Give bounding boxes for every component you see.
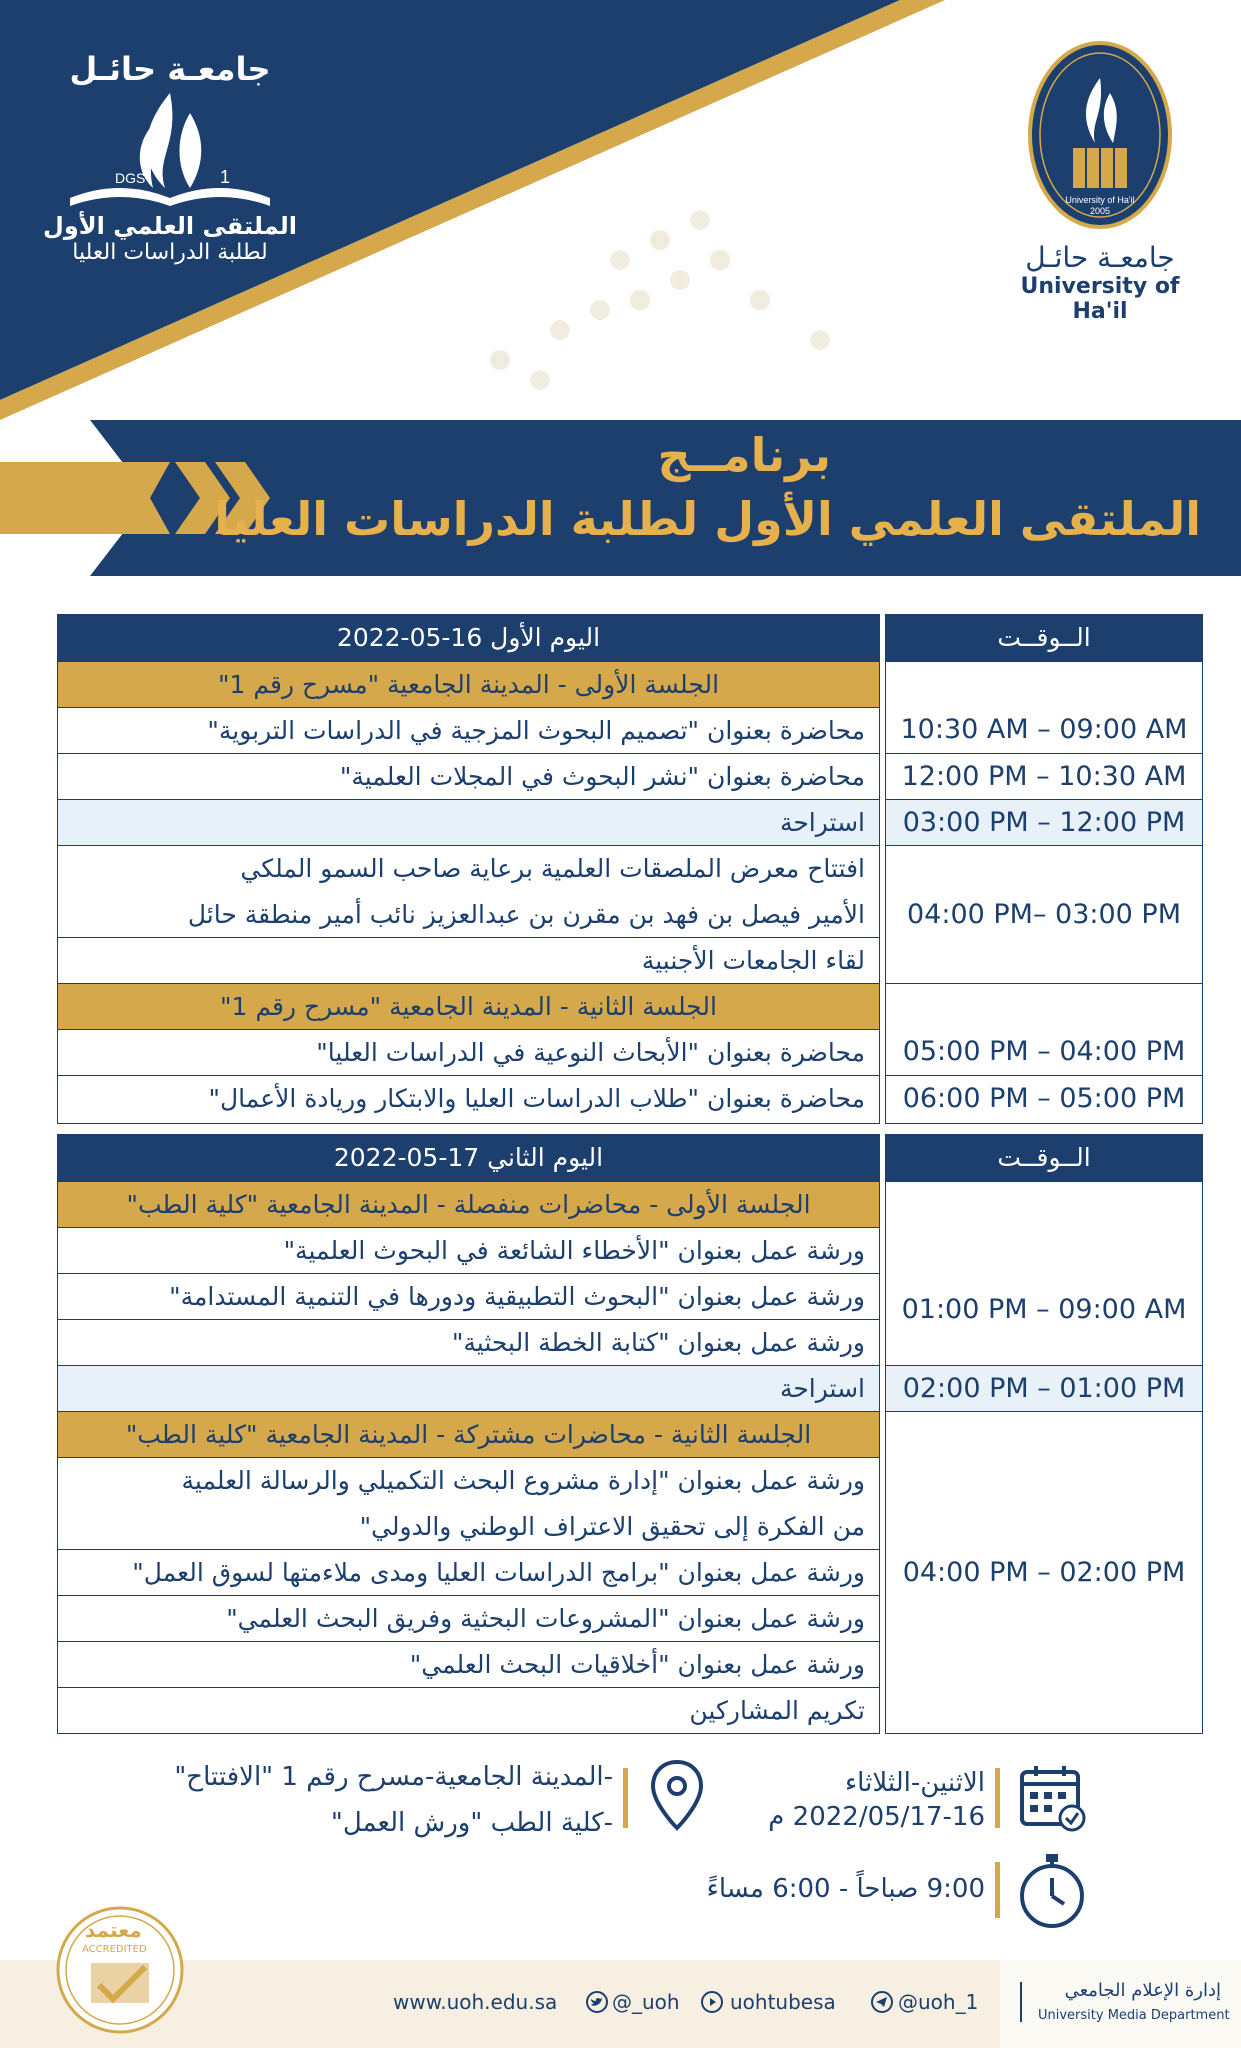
event-logo-line2: لطلبة الدراسات العليا [72,240,268,265]
day2-time: 02:00 PM – 01:00 PM [886,1365,1202,1411]
event-logo [40,30,300,265]
day1-row: محاضرة بعنوان "نشر البحوث في المجلات العلمية" [58,753,879,799]
day1-header: اليوم الأول 16-05-2022 [58,615,879,661]
divider [623,1768,628,1828]
event-logo-arc-text: جامعـة حائـل [69,50,271,88]
svg-text:DGS: DGS [115,170,146,186]
banner-title-event: الملتقى العلمي الأول لطلبة الدراسات العليا [214,492,1201,546]
day2-time: 04:00 PM – 02:00 PM [886,1411,1202,1733]
day1-row: محاضرة بعنوان "طلاب الدراسات العليا والابتكار وريادة الأعمال" [58,1075,879,1121]
footer-website[interactable]: www.uoh.edu.sa [393,1990,558,2014]
day2-time-table [885,1134,1203,1734]
day2-row: ورشة عمل بعنوان "كتابة الخطة البحثية" [58,1319,879,1365]
svg-text:1: 1 [220,167,231,187]
day1-time: 03:00 PM – 12:00 PM [886,799,1202,845]
day1-time-header: الــوقــت [886,615,1202,661]
university-logo [1000,38,1200,324]
day1-time: 06:00 PM – 05:00 PM [886,1075,1202,1121]
day2-sessions-table [57,1134,880,1734]
event-days: الاثنين-الثلاثاء [844,1768,985,1798]
svg-text:University of Ha'il: University of Ha'il [1065,195,1135,205]
day2-row: من الفكرة إلى تحقيق الاعتراف الوطني والدولي" [359,1511,865,1541]
university-seal-icon [1025,38,1175,233]
day2-time-header: الــوقــت [886,1135,1202,1181]
day1-row: الأمير فيصل بن فهد بن مقرن بن عبدالعزيز نائب أمير منطقة حائل [187,899,865,929]
event-hours: 9:00 صباحاً - 6:00 مساءً [706,1874,985,1904]
day1-row: محاضرة بعنوان "تصميم البحوث المزجية في الدراسات التربوية" [58,707,879,753]
flame-book-icon [65,88,275,208]
day2-header: اليوم الثاني 17-05-2022 [58,1135,879,1181]
day1-time: 05:00 PM – 04:00 PM [886,983,1202,1075]
day1-session2: الجلسة الثانية - المدينة الجامعية "مسرح رقم 1" [58,983,879,1029]
day2-time: 01:00 PM – 09:00 AM [886,1181,1202,1365]
footer-divider [1020,1982,1022,2022]
day1-break: استراحة [58,799,879,845]
calendar-icon [1016,1762,1088,1834]
day2-session2: الجلسة الثانية - محاضرات مشتركة - المدينة الجامعية "كلية الطب" [58,1411,879,1457]
day1-sessions-table [57,614,880,1124]
footer-dept-ar: إدارة الإعلام الجامعي [1064,1980,1221,2001]
day1-row: افتتاح معرض الملصقات العلمية برعاية صاحب السمو الملكي [58,845,879,891]
day2-session1: الجلسة الأولى - محاضرات منفصلة - المدينة الجامعية "كلية الطب" [58,1181,879,1227]
youtube-icon [700,1990,724,2014]
footer-twitter[interactable]: @_uoh [612,1990,680,2014]
telegram-icon [870,1990,894,2014]
location-opening: -المدينة الجامعية-مسرح رقم 1 "الافتتاح" [174,1762,613,1792]
accreditation-en: ACCREDITED [82,1944,147,1955]
event-logo-line1: الملتقى العلمي الأول [43,212,297,240]
footer-telegram[interactable]: @uoh_1 [898,1990,979,2014]
day1-time: 04:00 PM– 03:00 PM [886,845,1202,983]
day1-row: لقاء الجامعات الأجنبية [58,937,879,983]
day2-row: تكريم المشاركين [58,1687,879,1733]
day1-time-table [885,614,1203,1124]
event-dates: 2022/05/17-16 م [768,1802,985,1832]
footer-dept-en: University Media Department [1038,2008,1230,2023]
divider [995,1768,1000,1828]
svg-text:2005: 2005 [1089,206,1111,216]
day1-row: محاضرة بعنوان "الأبحاث النوعية في الدراسات العليا" [58,1029,879,1075]
university-name-en: University of Ha'il [1020,274,1180,324]
day2-row: ورشة عمل بعنوان "أخلاقيات البحث العلمي" [58,1641,879,1687]
accreditation-ar: معتمد [85,1918,142,1942]
banner-title-program: برنامــج [657,428,831,482]
day2-row: ورشة عمل بعنوان "البحوث التطبيقية ودورها في التنمية المستدامة" [58,1273,879,1319]
day2-row: ورشة عمل بعنوان "برامج الدراسات العليا ومدى ملاءمتها لسوق العمل" [58,1549,879,1595]
twitter-icon [585,1990,609,2014]
day1-time: 10:30 AM – 09:00 AM [886,661,1202,753]
stopwatch-icon [1016,1850,1088,1930]
location-workshops: -كلية الطب "ورش العمل" [330,1808,613,1838]
day2-break: استراحة [58,1365,879,1411]
day2-row: ورشة عمل بعنوان "الأخطاء الشائعة في البحوث العلمية" [58,1227,879,1273]
day1-session1: الجلسة الأولى - المدينة الجامعية "مسرح رقم 1" [58,661,879,707]
day1-time: 12:00 PM – 10:30 AM [886,753,1202,799]
footer-youtube[interactable]: uohtubesa [730,1990,836,2014]
divider [995,1862,1000,1918]
location-pin-icon [648,1758,706,1834]
university-name-ar: جامعـة حائـل [1025,241,1175,274]
day2-row: ورشة عمل بعنوان "إدارة مشروع البحث التكميلي والرسالة العلمية [58,1457,879,1503]
day2-row: ورشة عمل بعنوان "المشروعات البحثية وفريق البحث العلمي" [58,1595,879,1641]
